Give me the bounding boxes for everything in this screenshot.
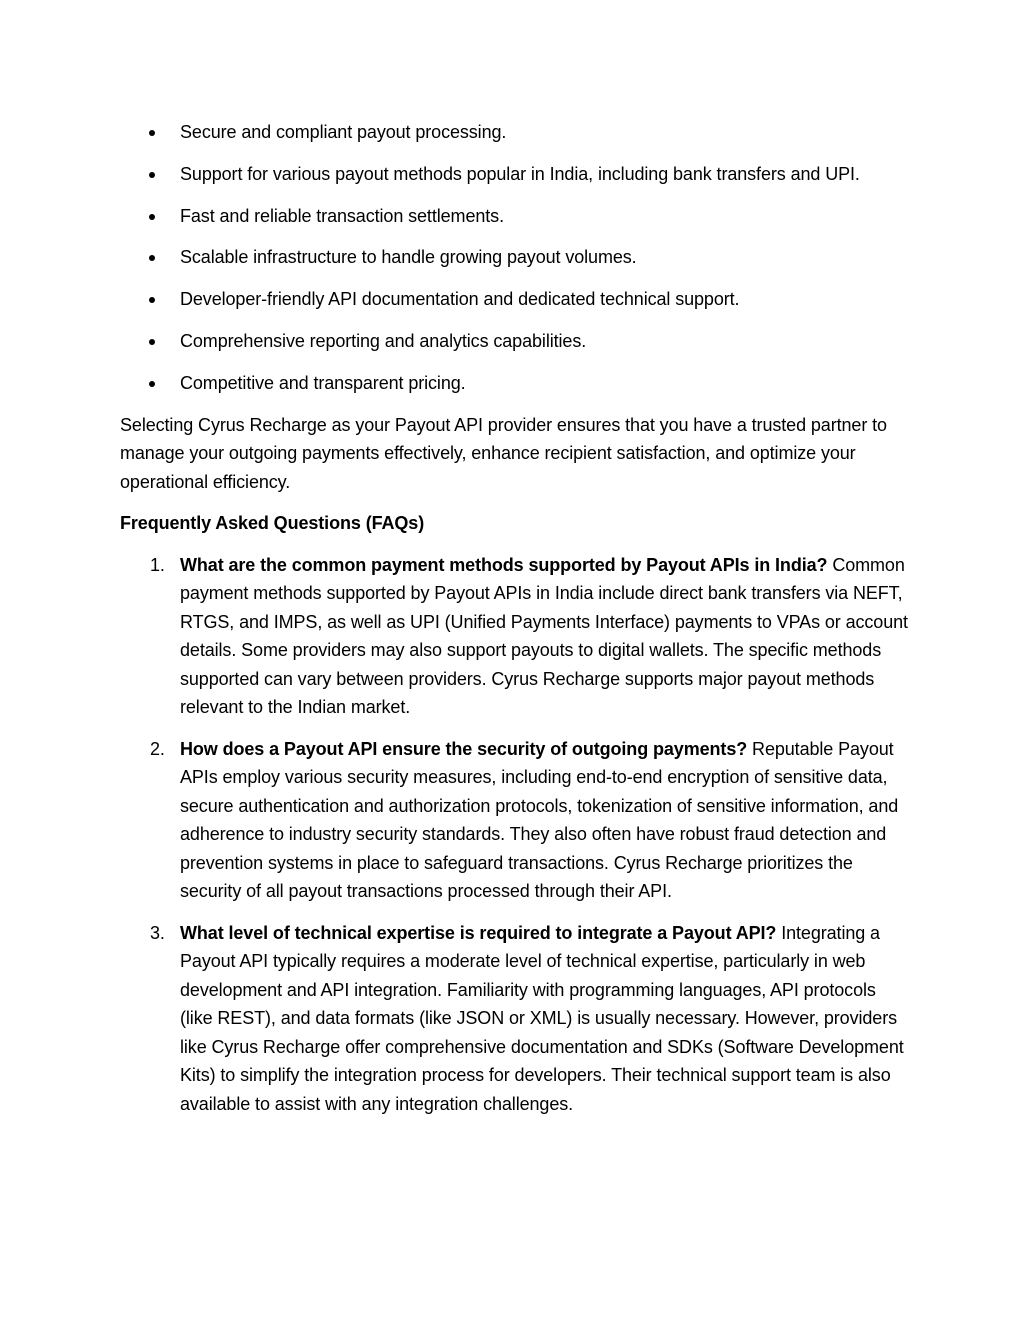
bullet-dot-icon: [149, 381, 155, 387]
bullet-dot-icon: [149, 255, 155, 261]
bullet-text: Support for various payout methods popular in India, including bank transfers and UPI.: [180, 163, 860, 184]
faq-item: [120, 551, 910, 722]
faq-number: 2.: [150, 738, 165, 759]
bullet-text: Fast and reliable transaction settlements.: [180, 205, 504, 226]
faq-heading: Frequently Asked Questions (FAQs): [120, 513, 425, 534]
bullet-item: [120, 327, 910, 356]
bullet-text: Secure and compliant payout processing.: [180, 122, 507, 142]
bullet-item: [120, 160, 910, 189]
bullet-text: Competitive and transparent pricing.: [180, 372, 466, 393]
faq-question: What are the common payment methods supported by Payout APIs in India?: [180, 554, 828, 575]
feature-bullet-list: [120, 118, 910, 397]
faq-answer: Integrating a Payout API typically requires a moderate level of technical expertise, particularly in web development and API integration. Familiarity with programming languages, API protocols (like REST), and data formats (like JSON or XML) is usually necessary. However, providers like Cyrus Recharge offer comprehensive documentation and SDKs (Software Development Kits) to simplify the integration process for developers. Their technical support team is also available to assist with any integration challenges.: [180, 922, 904, 1114]
bullet-dot-icon: [149, 130, 155, 136]
bullet-dot-icon: [149, 172, 155, 178]
bullet-item: [120, 285, 910, 314]
bullet-item: [120, 369, 910, 398]
faq-question: How does a Payout API ensure the security of outgoing payments?: [180, 738, 748, 759]
faq-list: [120, 551, 910, 1119]
bullet-item: [120, 202, 910, 231]
bullet-text: Scalable infrastructure to handle growing payout volumes.: [180, 247, 637, 268]
bullet-dot-icon: [149, 339, 155, 345]
faq-number: 1.: [150, 554, 165, 575]
faq-item: [120, 919, 910, 1119]
faq-item: [120, 735, 910, 906]
bullet-text: Developer-friendly API documentation and dedicated technical support.: [180, 289, 740, 310]
faq-number: 3.: [150, 922, 165, 943]
bullet-item: [120, 118, 910, 147]
document-content: [120, 118, 910, 1131]
bullet-dot-icon: [149, 214, 155, 220]
bullet-item: [120, 243, 910, 272]
bullet-text: Comprehensive reporting and analytics capabilities.: [180, 330, 587, 351]
faq-question: What level of technical expertise is required to integrate a Payout API?: [180, 922, 777, 943]
faq-answer: Reputable Payout APIs employ various security measures, including end-to-end encryption of sensitive data, secure authentication and authorization protocols, tokenization of sensitive information, and adherence to industry security standards. They also often have robust fraud detection and prevention systems in place to safeguard transactions. Cyrus Recharge prioritizes the security of all payout transactions processed through their API.: [180, 738, 899, 902]
bullet-dot-icon: [149, 297, 155, 303]
summary-paragraph: Selecting Cyrus Recharge as your Payout API provider ensures that you have a trusted partner to manage your outgoing payments effectively, enhance recipient satisfaction, and optimize your operational efficiency.: [120, 414, 887, 492]
faq-answer: Common payment methods supported by Payout APIs in India include direct bank transfers via NEFT, RTGS, and IMPS, as well as UPI (Unified Payments Interface) payments to VPAs or account details. Some providers may also support payouts to digital wallets. The specific methods supported can vary between providers. Cyrus Recharge supports major payout methods relevant to the Indian market.: [180, 554, 908, 718]
